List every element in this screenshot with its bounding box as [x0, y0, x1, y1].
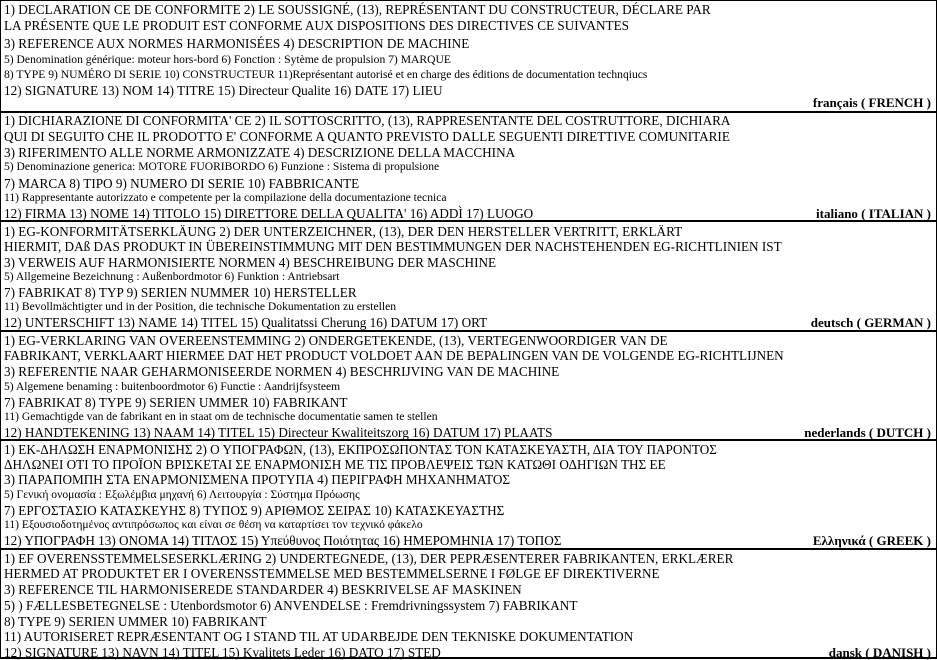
declaration-line: 5) Denominazione generica: MOTORE FUORIBORDO 6) Funzione : Sistema di propulsione	[4, 160, 440, 173]
declaration-line: 1) EG-KONFORMITÄTSERKLÄUNG 2) DER UNTERZEICHNER, (13), DER DEN HERSTELLER VERTRITT, ERKLÄRT	[4, 224, 683, 239]
declaration-line: 1) EG-VERKLARING VAN OVEREENSTEMMING 2) ONDERGETEKENDE, (13), VERTEGENWOORDIGER VAN DE	[4, 333, 668, 348]
declaration-line: 3) ΠΑΡΑΠΟΜΠΗ ΣΤΑ ΕΝΑΡΜΟΝΙΣΜΕΝΑ ΠΡΟΤΥΠΑ 4) ΠΕΡΙΓΡΑΦΗ ΜΗΧΑΝΗΜΑΤΟΣ	[4, 472, 511, 487]
section-danish	[1, 548, 936, 658]
declaration-line: 3) REFERENCE TIL HARMONISEREDE STANDARDER 4) BESKRIVELSE AF MASKINEN	[4, 582, 522, 597]
declaration-line: 3) REFERENTIE NAAR GEHARMONISEERDE NORMEN 4) BESCHRIJVING VAN DE MACHINE	[4, 364, 560, 379]
declaration-line: 12) SIGNATURE 13) NAVN 14) TITEL 15) Kvalitets Leder 16) DATO 17) STED	[4, 645, 441, 660]
declaration-line: 7) FABRIKAT 8) TYPE 9) SERIEN UMMER 10) FABRIKANT	[4, 395, 348, 410]
declaration-line: 12) SIGNATURE 13) NOM 14) TITRE 15) Directeur Qualite 16) DATE 17) LIEU	[4, 83, 443, 98]
declaration-line: 5) Denomination générique: moteur hors-bord 6) Fonction : Sytème de propulsion 7) MARQUE	[4, 53, 451, 66]
declaration-line: 11) Bevollmächtigter und in der Position, die technische Dokumentation zu erstellen	[4, 300, 397, 313]
language-label: deutsch ( GERMAN )	[810, 315, 931, 330]
section-italian	[1, 111, 936, 220]
declaration-line: 11) AUTORISERET REPRÆSENTANT OG I STAND TIL AT UDARBEJDE DEN TEKNISKE DOKUMENTATION	[4, 629, 634, 644]
section-greek	[1, 439, 936, 548]
declaration-line: FABRIKANT, VERKLAART HIERMEE DAT HET PRODUCT VOLDOET AAN DE BEPALINGEN VAN DE VOLGENDE EG-RICHTLIJNEN	[4, 348, 784, 363]
language-label: italiano ( ITALIAN )	[816, 206, 931, 221]
declaration-line: 11) Rappresentante autorizzato e competente per la compilazione della documentazione tecnica	[4, 191, 447, 204]
declaration-line: 11) Gemachtigde van de fabrikant en in staat om de technische documentatie samen te stellen	[4, 410, 438, 423]
section-german	[1, 220, 936, 330]
declaration-line: 12) ΥΠΟΓΡΑΦΗ 13) ΟΝΟΜΑ 14) ΤΙΤΛΟΣ 15) Υπεύθυνος Ποιότητας 16) ΗΜΕΡΟΜΗΝΙΑ 17) ΤΟΠΟΣ	[4, 533, 562, 548]
section-dutch	[1, 330, 936, 439]
declaration-line: 1) ΕΚ-ΔΗΛΩΣΗ ΕΝΑΡΜΟΝΙΣΗΣ 2) Ο ΥΠΟΓΡΑΦΩΝ, (13), ΕΚΠΡΟΣΩΠΟΝΤΑΣ ΤΟΝ ΚΑΤΑΣΚΕΥΑΣΤΗ, ΔΙΑ ΤΟΥ ΠΑΡΟΝΤΟΣ	[4, 442, 717, 457]
declaration-line: 5) Allgemeine Bezeichnung : Außenbordmotor 6) Funktion : Antriebsart	[4, 270, 340, 283]
declaration-line: 12) HANDTEKENING 13) NAAM 14) TITEL 15) Directeur Kwaliteitszorg 16) DATUM 17) PLAATS	[4, 425, 553, 440]
declaration-line: 12) UNTERSCHIFT 13) NAME 14) TITEL 15) Qualitatssi Cherung 16) DATUM 17) ORT	[4, 315, 488, 330]
declaration-line: 3) REFERENCE AUX NORMES HARMONISÉES 4) DESCRIPTION DE MACHINE	[4, 36, 470, 51]
language-label: nederlands ( DUTCH )	[804, 425, 931, 440]
declaration-line: 11) Εξουσιοδοτημένος αντιπρόσωπος και είναι σε θέση να καταρτίσει τον τεχνικό φάκελο	[4, 518, 423, 531]
declaration-line: 7) FABRIKAT 8) TYP 9) SERIEN NUMMER 10) HERSTELLER	[4, 285, 357, 300]
language-label: dansk ( DANISH )	[828, 645, 931, 660]
declaration-line: 8) TYPE 9) SERIEN UMMER 10) FABRIKANT	[4, 614, 267, 629]
declaration-line: 1) DICHIARAZIONE DI CONFORMITA' CE 2) IL SOTTOSCRITTO, (13), RAPPRESENTANTE DEL COSTRUTTORE, DICHIARA	[4, 113, 731, 128]
declaration-line: 8) TYPE 9) NUMÉRO DI SERIE 10) CONSTRUCTEUR 11)Représentant autorisé et en charge des éditions de documentation technqiucs	[4, 68, 648, 81]
declaration-line: HERMED AT PRODUKTET ER I OVERENSSTEMMELSE MED BESTEMMELSERNE I FØLGE EF DIREKTIVERNE	[4, 566, 660, 581]
section-french	[1, 1, 936, 111]
declaration-line: 5) ) FÆLLESBETEGNELSE : Utenbordsmotor 6) ANVENDELSE : Fremdrivningssystem 7) FABRIKANT	[4, 598, 578, 613]
declaration-line: 1) DECLARATION CE DE CONFORMITE 2) LE SOUSSIGNÉ, (13), REPRÉSENTANT DU CONSTRUCTEUR, DÉCLARE PAR	[4, 2, 711, 17]
declaration-line: QUI DI SEGUITO CHE IL PRODOTTO E' CONFORME A QUANTO PREVISTO DALLE SEGUENTI DIRETTIVE COMUNITARIE	[4, 129, 730, 144]
declaration-line: 5) Γενική ονομασία : Εξωλέμβια μηχανή 6) Λειτουργία : Σύστημα Πρόωσης	[4, 488, 360, 501]
declaration-line: 7) MARCA 8) TIPO 9) NUMERO DI SERIE 10) FABBRICANTE	[4, 176, 360, 191]
declaration-line: 7) ΕΡΓΟΣΤΑΣΙΟ ΚΑΤΑΣΚΕΥΗΣ 8) ΤΥΠΟΣ 9) ΑΡΙΘΜΟΣ ΣΕΙΡΑΣ 10) ΚΑΤΑΣΚΕΥΑΣΤΗΣ	[4, 503, 505, 518]
declaration-line: LA PRÉSENTE QUE LE PRODUIT EST CONFORME AUX DISPOSITIONS DES DIRECTIVES CE SUIVANTES	[4, 18, 629, 33]
declaration-line: 3) RIFERIMENTO ALLE NORME ARMONIZZATE 4) DESCRIZIONE DELLA MACCHINA	[4, 145, 516, 160]
declaration-line: ΔΗΛΩΝΕΙ ΟΤΙ ΤΟ ΠΡΟΪΟΝ ΒΡΙΣΚΕΤΑΙ ΣΕ ΕΝΑΡΜΟΝΙΣΗ ΜΕ ΤΙΣ ΠΡΟΒΛΕΨΕΙΣ ΤΩΝ ΚΑΤΩΘΙ ΟΔΗΓΙΩΝ ΤΗΣ ΕΕ	[4, 457, 666, 472]
declaration-line: HIERMIT, DAß DAS PRODUKT IN ÜBEREINSTIMMUNG MIT DEN BESTIMMUNGEN DER NACHSTEHENDEN EG-RICHTLINIEN IST	[4, 239, 782, 254]
declaration-line: 3) VERWEIS AUF HARMONISIERTE NORMEN 4) BESCHREIBUNG DER MASCHINE	[4, 255, 497, 270]
declaration-line: 5) Algemene benaming : buitenboordmotor 6) Functie : Aandrijfsysteem	[4, 380, 341, 393]
declaration-line: 1) EF OVERENSSTEMMELSESERKLÆRING 2) UNDERTEGNEDE, (13), DER PEPRÆSENTERER FABRIKANTEN, ERKLÆRER	[4, 551, 734, 566]
declaration-line: 12) FIRMA 13) NOME 14) TITOLO 15) DIRETTORE DELLA QUALITA' 16) ADDÌ 17) LUOGO	[4, 206, 534, 221]
language-label: français ( FRENCH )	[812, 95, 931, 110]
language-label: Ελληνικά ( GREEK )	[812, 533, 931, 548]
